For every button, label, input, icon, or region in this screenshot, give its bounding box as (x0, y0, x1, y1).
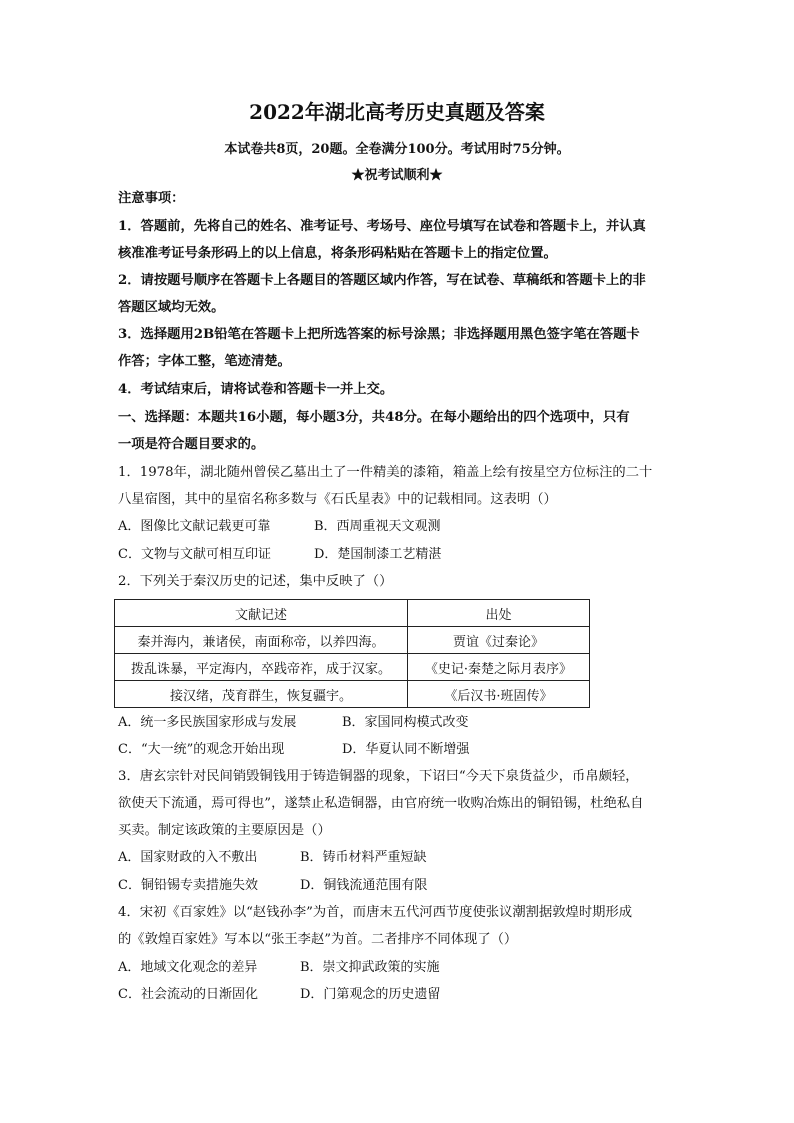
q4-option-c: C．社会流动的日渐固化 (118, 987, 258, 1002)
notes-heading: 注意事项： (118, 191, 185, 206)
q2-option-a: A．统一多民族国家形成与发展 (118, 715, 297, 730)
table-header-cell: 出处 (408, 600, 590, 627)
table-row (115, 627, 590, 654)
table-cell: 《后汉书·班固传》 (408, 681, 590, 708)
note-4: 4．考试结束后，请将试卷和答题卡一并上交。 (118, 382, 394, 397)
q1-stem-line-1: 1．1978年，湖北随州曾侯乙墓出土了一件精美的漆箱，箱盖上绘有按星空方位标注的二十 (118, 465, 653, 480)
table-header-cell: 文献记述 (115, 600, 408, 627)
page-title: 2022年湖北高考历史真题及答案 (249, 100, 545, 124)
table-cell: 贾谊《过秦论》 (408, 627, 590, 654)
q3-stem-line-3: 买卖。制定该政策的主要原因是（） (118, 823, 331, 838)
q2-option-d: D．华夏认同不断增强 (342, 742, 470, 757)
q2-source-table (114, 599, 590, 708)
table-cell: 《史记·秦楚之际月表序》 (408, 654, 590, 681)
q3-option-a: A．国家财政的入不敷出 (118, 850, 258, 865)
note-3-line-2: 作答；字体工整，笔迹清楚。 (118, 354, 291, 369)
q4-stem-line-2: 的《敦煌百家姓》写本以“张王李赵”为首。二者排序不同体现了（） (118, 932, 518, 947)
q2-stem: 2．下列关于秦汉历史的记述，集中反映了（） (118, 574, 393, 589)
good-luck-line: ★祝考试顺利★ (351, 168, 443, 183)
q2-option-c: C．“大一统”的观念开始出现 (118, 742, 285, 757)
q1-option-a: A．图像比文献记载更可靠 (118, 519, 271, 534)
q3-option-b: B．铸币材料严重短缺 (300, 850, 427, 865)
q4-stem-line-1: 4．宋初《百家姓》以“赵钱孙李”为首，而唐末五代河西节度使张议潮割据敦煌时期形成 (118, 905, 633, 920)
section-heading-line-2: 一项是符合题目要求的。 (118, 437, 265, 452)
table-row (115, 681, 590, 708)
q1-stem-line-2: 八星宿图，其中的星宿名称多数与《石氏星表》中的记载相同。这表明（） (118, 492, 557, 507)
q4-option-a: A．地域文化观念的差异 (118, 960, 258, 975)
exam-info: 本试卷共8页，20题。全卷满分100分。考试用时75分钟。 (224, 142, 570, 157)
note-3-line-1: 3．选择题用2B铅笔在答题卡上把所选答案的标号涂黑；非选择题用黑色签字笔在答题卡 (118, 327, 640, 342)
q4-option-d: D．门第观念的历史遗留 (300, 987, 441, 1002)
q1-option-d: D．楚国制漆工艺精湛 (314, 547, 442, 562)
table-header-row (115, 600, 590, 627)
note-1-line-1: 1．答题前，先将自己的姓名、准考证号、考场号、座位号填写在试卷和答题卡上，并认真 (118, 219, 646, 234)
note-2-line-1: 2．请按题号顺序在答题卡上各题目的答题区域内作答，写在试卷、草稿纸和答题卡上的非 (118, 273, 646, 288)
table-cell: 拨乱诛暴，平定海内，卒践帝祚，成于汉家。 (115, 654, 408, 681)
table-cell: 秦并海内，兼诸侯，南面称帝，以养四海。 (115, 627, 408, 654)
q4-option-b: B．崇文抑武政策的实施 (300, 960, 440, 975)
q2-option-b: B．家国同构模式改变 (342, 715, 469, 730)
q3-option-c: C．铜铅锡专卖措施失效 (118, 878, 258, 893)
q3-stem-line-1: 3．唐玄宗针对民间销毁铜钱用于铸造铜器的现象，下诏曰“今天下泉货益少，币帛颇轻， (118, 769, 639, 784)
table-row (115, 654, 590, 681)
q3-option-d: D．铜钱流通范围有限 (300, 878, 428, 893)
q1-option-b: B．西周重视天文观测 (314, 519, 441, 534)
note-1-line-2: 核准准考证号条形码上的以上信息，将条形码粘贴在答题卡上的指定位置。 (118, 246, 557, 261)
note-2-line-2: 答题区域均无效。 (118, 300, 225, 315)
section-heading-line-1: 一、选择题：本题共16小题，每小题3分，共48分。在每小题给出的四个选项中，只有 (118, 410, 630, 425)
table-cell: 接汉绪，茂育群生，恢复疆宇。 (115, 681, 408, 708)
q1-option-c: C．文物与文献可相互印证 (118, 547, 271, 562)
q3-stem-line-2: 欲使天下流通，焉可得也”，遂禁止私造铜器，由官府统一收购冶炼出的铜铅锡，杜绝私自 (118, 796, 644, 811)
